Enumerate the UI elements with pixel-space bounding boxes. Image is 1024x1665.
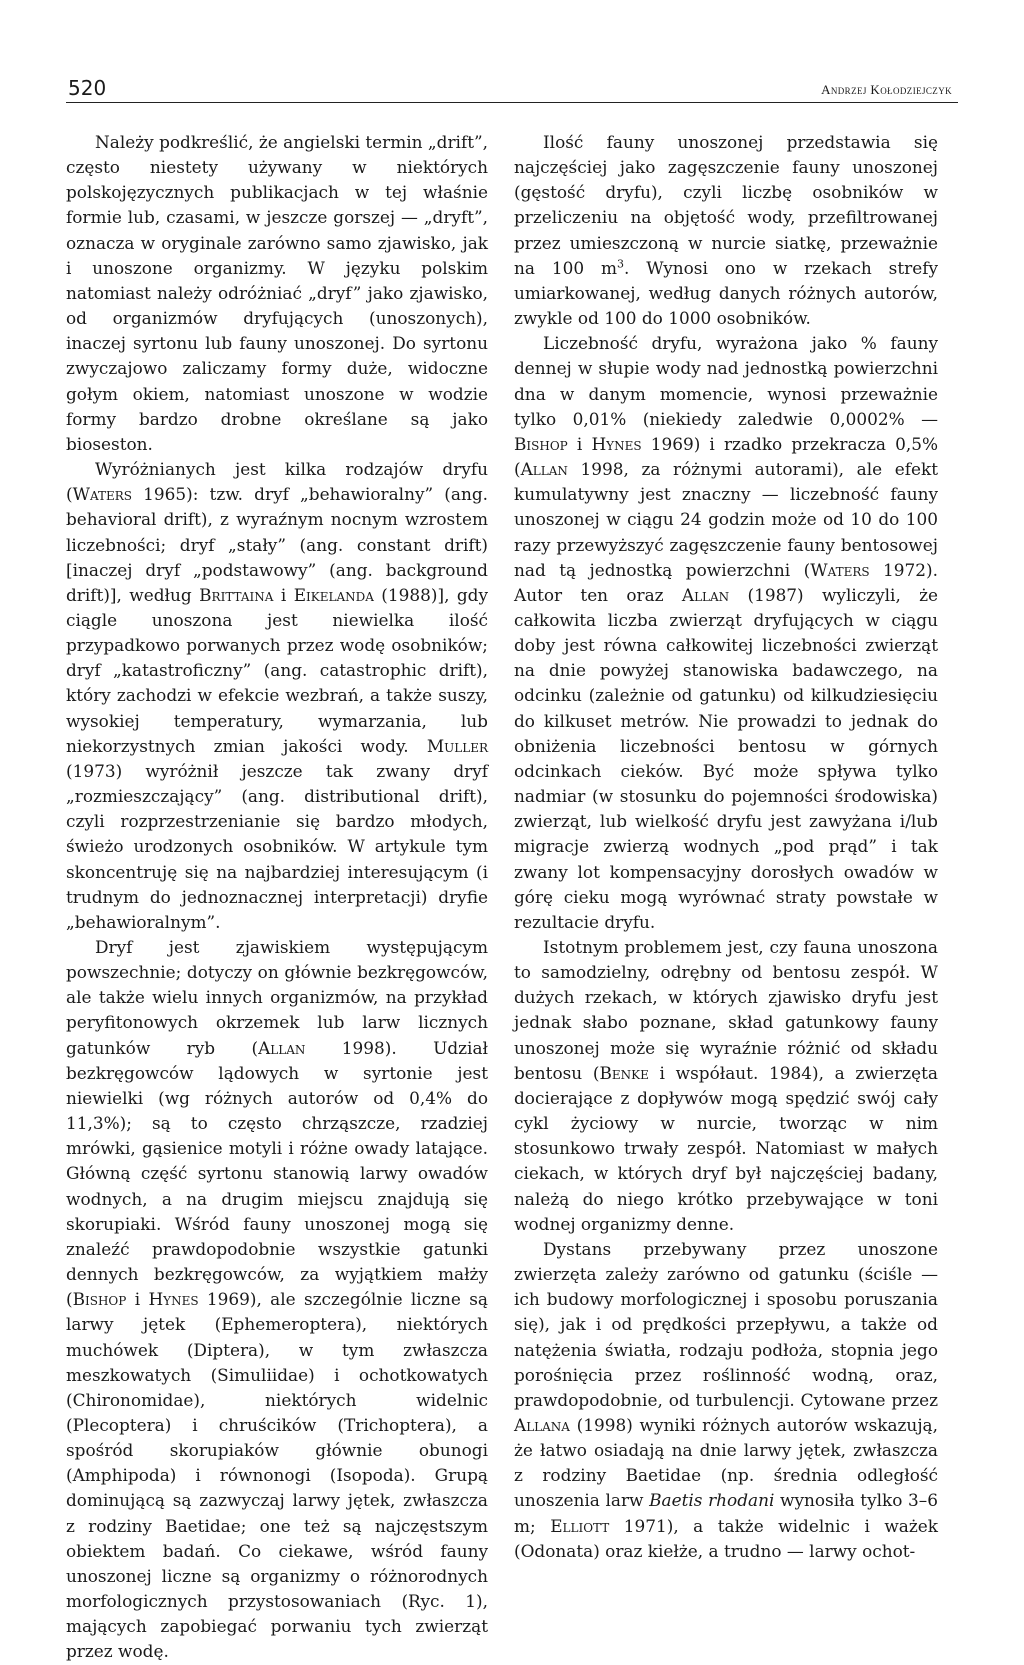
paragraph: Ilość fauny unoszonej przedstawia się najczęściej jako zagęszczenie fauny unoszonej (gęstość dryfu), czyli liczbę osobników w przeliczeniu na objętość wody, przefiltrowanej przez umieszczoną w nurcie siatkę, przeważnie na 100 $m^3$. Wynosi ono w rzekach strefy umiarkowanej, według danych różnych autorów, zwykle od 100 do 1000 osobników.: [514, 132, 938, 329]
author-citation: Waters: [72, 484, 132, 505]
right-column: [514, 130, 938, 1564]
page-number: 520: [68, 76, 107, 100]
paragraph: Istotnym problemem jest, czy fauna unoszona to samodzielny, odrębny od bentosu zespół. W dużych rzekach, w których zjawisko dryfu jest jednak słabo poznane, skład gatunkowy fauny unoszonej może się wyraźnie różnić od składu bentosu (Benke i współaut. 1984), a zwierzęta docierające z dopływów mogą spędzić swój cały cykl życiowy w nurcie, tworząc w nim stosunkowo trwały zespół. Natomiast w małych ciekach, w których dryf był najczęściej badany, należą do niego krótko przebywające w toni wodnej organizmy denne.: [514, 937, 938, 1234]
author-citation: Allan: [681, 584, 730, 605]
page-header: [66, 74, 958, 103]
author-citation: Allan: [520, 459, 568, 480]
running-head-author: Andrzej Kołodziejczyk: [821, 82, 952, 97]
paragraph: Liczebność dryfu, wyrażona jako % fauny dennej w słupie wody nad jednostką powierzchni dna w danym momencie, wynosi przeważnie tylko 0,01% (niekiedy zaledwie 0,0002% — Bishop i Hynes 1969) i rzadko przekracza 0,5% (Allan 1998, za różnymi autorami), ale efekt kumulatywny jest znaczny — liczebność fauny unoszonej w ciągu 24 godzin może od 10 do 100 razy przewyższyć zagęszczenie fauny bentosowej nad tą jednostką powierzchni (Waters 1972). Autor ten oraz Allan (1987) wyliczyli, że całkowita liczba zwierząt dryfujących w ciągu doby jest równa całkowitej liczebności zwierząt na dnie powyżej stanowiska badawczego, na odcinku (zależnie od gatunku) od kilkudziesięciu do kilkuset metrów. Nie prowadzi to jednak do obniżenia liczebności bentosu w górnych odcinkach cieków. Być może spływa tylko nadmiar (w stosunku do pojemności środowiska) zwierząt, lub wielkość dryfu jest zawyżana i/lub migracje zwierzą wodnych „pod prąd” i tak zwany lot kompensacyjny dorosłych owadów w górę cieku mogą wyrównać straty powstałe w rezultacie dryfu.: [514, 333, 939, 932]
author-citation: Hynes: [591, 433, 642, 454]
author-citation: Waters: [810, 559, 870, 580]
paragraph: Należy podkreślić, że angielski termin „drift”, często niestety używany w niektórych polskojęzycznych publikacjach w tej właśnie formie lub, czasami, w jeszcze gorszej — „dryft”, oznacza w oryginale zarówno samo zjawisko, jak i unoszone organizmy. W języku polskim natomiast należy odróżniać „dryf” jako zjawisko, od organizmów dryfujących (unoszonych), inaczej syrtonu lub fauny unoszonej. Do syrtonu zwyczajowo zaliczamy formy duże, widoczne gołym okiem, natomiast unoszone w wodzie formy bardzo drobne określane są jako bioseston.: [66, 132, 488, 454]
author-citation: Elliott: [550, 1515, 610, 1536]
species-name: Baetis rhodani: [649, 1490, 775, 1511]
paragraph: Dystans przebywany przez unoszone zwierzęta zależy zarówno od gatunku (ściśle — ich budowy morfologicznej i sposobu poruszania się), jak i od prędkości przepływu, a także od natężenia światła, rodzaju podłoża, stopnia jego porośnięcia przez roślinność wodną, oraz, prawdopodobnie, od turbulencji. Cytowane przez Allana (1998) wyniki różnych autorów wskazują, że łatwo osiadają na dnie larwy jętek, zwłaszcza z rodziny Baetidae (np. średnia odległość unoszenia larw Baetis rhodani wynosiła tylko 3–6 m; Elliott 1971), a także widelnic i ważek (Odonata) oraz kiełże, a trudno — larwy ochot-: [514, 1238, 938, 1561]
superscript: 3: [616, 257, 624, 271]
author-citation: Bishop: [514, 433, 568, 454]
left-column: [66, 130, 488, 1665]
author-citation: Bishop: [72, 1289, 127, 1310]
author-citation: Eikelanda: [293, 584, 374, 605]
author-citation: Brittaina: [199, 584, 274, 605]
paragraph: Dryf jest zjawiskiem występującym powszechnie; dotyczy on głównie bezkręgowców, ale także wielu innych organizmów, na przykład peryfitonowych okrzemek lub larw licznych gatunków ryb (Allan 1998). Udział bezkręgowców lądowych w syrtonie jest niewielki (wg różnych autorów od 0,4% do 11,3%); są to często chrząszcze, rzadziej mrówki, gąsienice motyli i różne owady latające. Główną część syrtonu stanowią larwy owadów wodnych, a na drugim miejscu znajdują się skorupiaki. Wśród fauny unoszonej mogą się znaleźć prawdopodobnie wszystkie gatunki dennych bezkręgowców, za wyjątkiem małży (Bishop i Hynes 1969), ale szczególnie liczne są larwy jętek (Ephemeroptera), niektórych muchówek (Diptera), w tym zwłaszcza meszkowatych (Simuliidae) i ochotkowatych (Chironomidae), niektórych widelnic (Plecoptera) i chruścików (Trichoptera), a spośród skorupiaków głównie obunogi (Amphipoda) i równonogi (Isopoda). Grupą dominującą są zazwyczaj larwy jętek, zwłaszcza z rodziny Baetidae; one też są najczęstszym obiektem badań. Co ciekawe, wśród fauny unoszonej liczne są organizmy o różnorodnych morfologicznych przystosowaniach (Ryc. 1), mających zapobiegać porwaniu tych zwierząt przez wodę.: [66, 937, 489, 1662]
author-citation: Allana: [514, 1414, 570, 1435]
author-citation: Allan: [258, 1037, 306, 1058]
author-citation: Benke: [599, 1062, 649, 1083]
author-citation: Hynes: [148, 1289, 199, 1310]
author-citation: Muller: [426, 735, 488, 756]
paragraph: Wyróżnianych jest kilka rodzajów dryfu (Waters 1965): tzw. dryf „behawioralny” (ang. behavioral drift), z wyraźnym nocnym wzrostem liczebności; dryf „stały” (ang. constant drift) [inaczej dryf „podstawowy” (ang. background drift)], według Brittaina i Eikelanda (1988)], gdy ciągle unoszona jest niewielka ilość przypadkowo porwanych przez wodę osobników; dryf „katastroficzny” (ang. catastrophic drift), który zachodzi w efekcie wezbrań, a także suszy, wysokiej temperatury, wymarzania, lub niekorzystnych zmian jakości wody. Muller (1973) wyróżnił jeszcze tak zwany dryf „rozmieszczający” (ang. distributional drift), czyli rozprzestrzenianie się bardzo młodych, świeżo urodzonych osobników. W artykule tym skoncentruję się na najbardziej interesującym (i trudnym do jednoznacznej interpretacji) dryfie „behawioralnym”.: [66, 459, 489, 932]
